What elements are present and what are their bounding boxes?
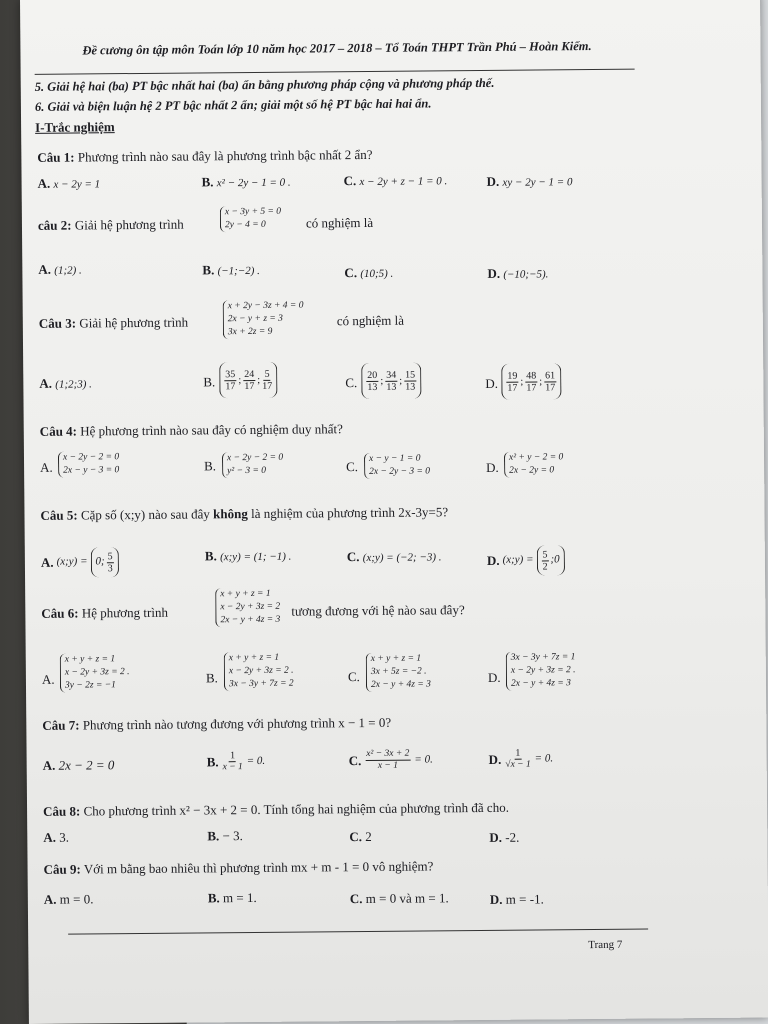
question-9: Câu 9: Với m bằng bao nhiêu thì phương trình mx + m - 1 = 0 vô nghiệm? xyxy=(43,858,434,877)
page-number: Trang 7 xyxy=(588,938,623,952)
q4-option-c: x − y − 1 = 0 2x − 2y − 3 = 0 xyxy=(364,452,430,479)
q7-option-c: C. $\frac{\text{x² − 3x + 2}}{x - 1}$ = 0. xyxy=(348,748,433,771)
q9-option-d: D. m = -1. xyxy=(489,891,544,907)
q4-option-c-label: C. xyxy=(346,459,359,475)
question-8: Câu 8: Cho phương trình x² − 3x + 2 = 0. Tính tổng hai nghiệm của phương trình đã cho. xyxy=(43,799,509,819)
q2-option-a: A. (1;2) . xyxy=(38,261,82,277)
question-2: câu 2: Giải hệ phương trình xyxy=(37,216,184,233)
q2-option-c: C. (10;5) . xyxy=(344,265,394,281)
question-7: Câu 7: Phương trình nào tương đương với phương trình x − 1 = 0? xyxy=(42,714,392,733)
q1-option-b: B. x² − 2y − 1 = 0 . xyxy=(201,174,291,190)
document-page xyxy=(20,0,768,1024)
q1-option-a: A. x − 2y = 1 xyxy=(37,175,101,191)
question-text: Phương trình nào sau đây là phương trình bậc nhất 2 ẩn? xyxy=(74,146,373,165)
q8-option-a: A. 3. xyxy=(43,829,70,845)
q9-option-c: C. m = 0 và m = 1. xyxy=(349,890,449,907)
q7-option-d: D. $\frac{1}{√x - 1}$ = 0. xyxy=(488,747,554,770)
q3-option-b: $\frac{35}{17}$ ; $\frac{24}{17}$ ; $\frac{5}{17}$ xyxy=(219,362,277,399)
q2-option-b: B. (−1;−2) . xyxy=(202,262,260,278)
q6-option-d-label: D. xyxy=(487,669,501,685)
q3-option-a: A. (1;2;3) . xyxy=(39,375,92,391)
q2-option-d: D. (−10;−5). xyxy=(487,265,549,281)
q3-option-d: $\frac{19}{17}$ ; $\frac{48}{17}$ ; $\frac{61}{17}$ xyxy=(501,363,561,400)
q6-option-a: x + y + z = 1 x − 2y + 3z = 2 . 3y − 2z = −1 xyxy=(60,653,130,693)
q4-option-d-label: D. xyxy=(486,459,499,475)
question-6: Câu 6: Hệ phương trình xyxy=(41,604,169,621)
q2-tail: có nghiệm là xyxy=(305,214,374,231)
footer-rule xyxy=(68,929,648,935)
q7-option-b: B. $\frac{1}{x - 1}$ = 0. xyxy=(206,750,266,773)
q4-option-b: x − 2y − 2 = 0 y² − 3 = 0 xyxy=(222,452,283,479)
page-header: Đề cương ôn tập môn Toán lớp 10 năm học 2017 – 2018 – Tổ Toán THPT Trần Phú – Hoàn Kiếm. xyxy=(82,39,592,58)
q8-option-d: D. -2. xyxy=(489,829,520,845)
q4-option-a-label: A. xyxy=(40,459,53,475)
q3-system: x + 2y − 3z + 4 = 0 2x − y + z = 3 3x + 2z = 9 xyxy=(223,300,304,340)
q4-option-a: x − 2y − 2 = 0 2x − y − 3 = 0 xyxy=(58,451,119,478)
question-5: Câu 5: Cặp số (x;y) nào sau đây không là nghiệm của phương trình 2x-3y=5? xyxy=(40,504,449,523)
q7-option-a: A. 2x − 2 = 0 xyxy=(42,757,115,773)
q3-option-c-label: C. xyxy=(345,375,358,391)
q6-tail: tương đương với hệ nào sau đây? xyxy=(291,602,465,619)
q5-option-c: C. (x;y) = (−2; −3) . xyxy=(346,549,442,565)
q6-option-c-label: C. xyxy=(347,669,360,685)
topic-5: 5. Giải hệ hai (ba) PT bậc nhất hai (ba) ẩn bằng phương pháp cộng và phương pháp thế. xyxy=(34,75,495,94)
q6-option-a-label: A. xyxy=(41,671,55,687)
question-1 xyxy=(37,147,372,166)
q6-system: x + y + z = 1 x − 2y + 3z = 2 2x − y + 4z = 3 xyxy=(215,588,280,628)
q6-option-d: 3x − 3y + 7z = 1 x − 2y + 3z = 2 . 2x − y + 4z = 3 xyxy=(506,651,576,691)
q4-option-d: x² + y − 2 = 0 2x − 2y = 0 xyxy=(504,451,563,478)
q5-option-b: B. (x;y) = (1; −1) . xyxy=(204,548,292,564)
q6-option-c: x + y + z = 1 3x + 5z = −2 . 2x − y + 4z = 3 xyxy=(366,652,431,692)
question-3: Câu 3: Giải hệ phương trình xyxy=(38,314,189,331)
topic-6: 6. Giải và biện luận hệ 2 PT bậc nhất 2 ẩn; giải một số hệ PT bậc hai hai ẩn. xyxy=(34,96,432,114)
q8-option-c: C. 2 xyxy=(349,828,372,845)
q6-option-b: x + y + z = 1 x − 2y + 3z = 2 . 3x − 3y + 7z = 2 xyxy=(224,652,294,692)
header-rule xyxy=(35,69,635,75)
q3-tail: có nghiệm là xyxy=(336,312,405,329)
q9-option-b: B. m = 1. xyxy=(207,889,257,906)
q8-option-b: B. − 3. xyxy=(207,828,243,844)
q1-option-c: C. x − 2y + z − 1 = 0 . xyxy=(343,173,448,189)
section-title: I-Trắc nghiệm xyxy=(35,119,115,135)
q2-system: x − 3y + 5 = 0 2y − 4 = 0 xyxy=(220,206,281,233)
q3-option-b-label: B. xyxy=(203,374,216,390)
question-label: Câu 1: xyxy=(37,149,75,165)
q4-option-b-label: B. xyxy=(204,458,217,474)
q1-option-d: D. xy − 2y − 1 = 0 xyxy=(486,173,573,189)
q6-option-b-label: B. xyxy=(205,670,218,686)
q9-option-a: A. m = 0. xyxy=(43,891,94,907)
q5-option-d: D. (x;y) = $\frac{5}{2}$ ;0 xyxy=(487,545,565,576)
q3-option-c: $\frac{20}{13}$ ; $\frac{34}{13}$ ; $\frac{15}{13}$ xyxy=(361,363,421,400)
q5-option-a: A. (x;y) = 0; $\frac{5}{3}$ xyxy=(41,547,119,578)
question-4: Câu 4: Hệ phương trình nào sau đây có nghiệm duy nhất? xyxy=(39,421,343,439)
q3-option-d-label: D. xyxy=(485,375,499,391)
